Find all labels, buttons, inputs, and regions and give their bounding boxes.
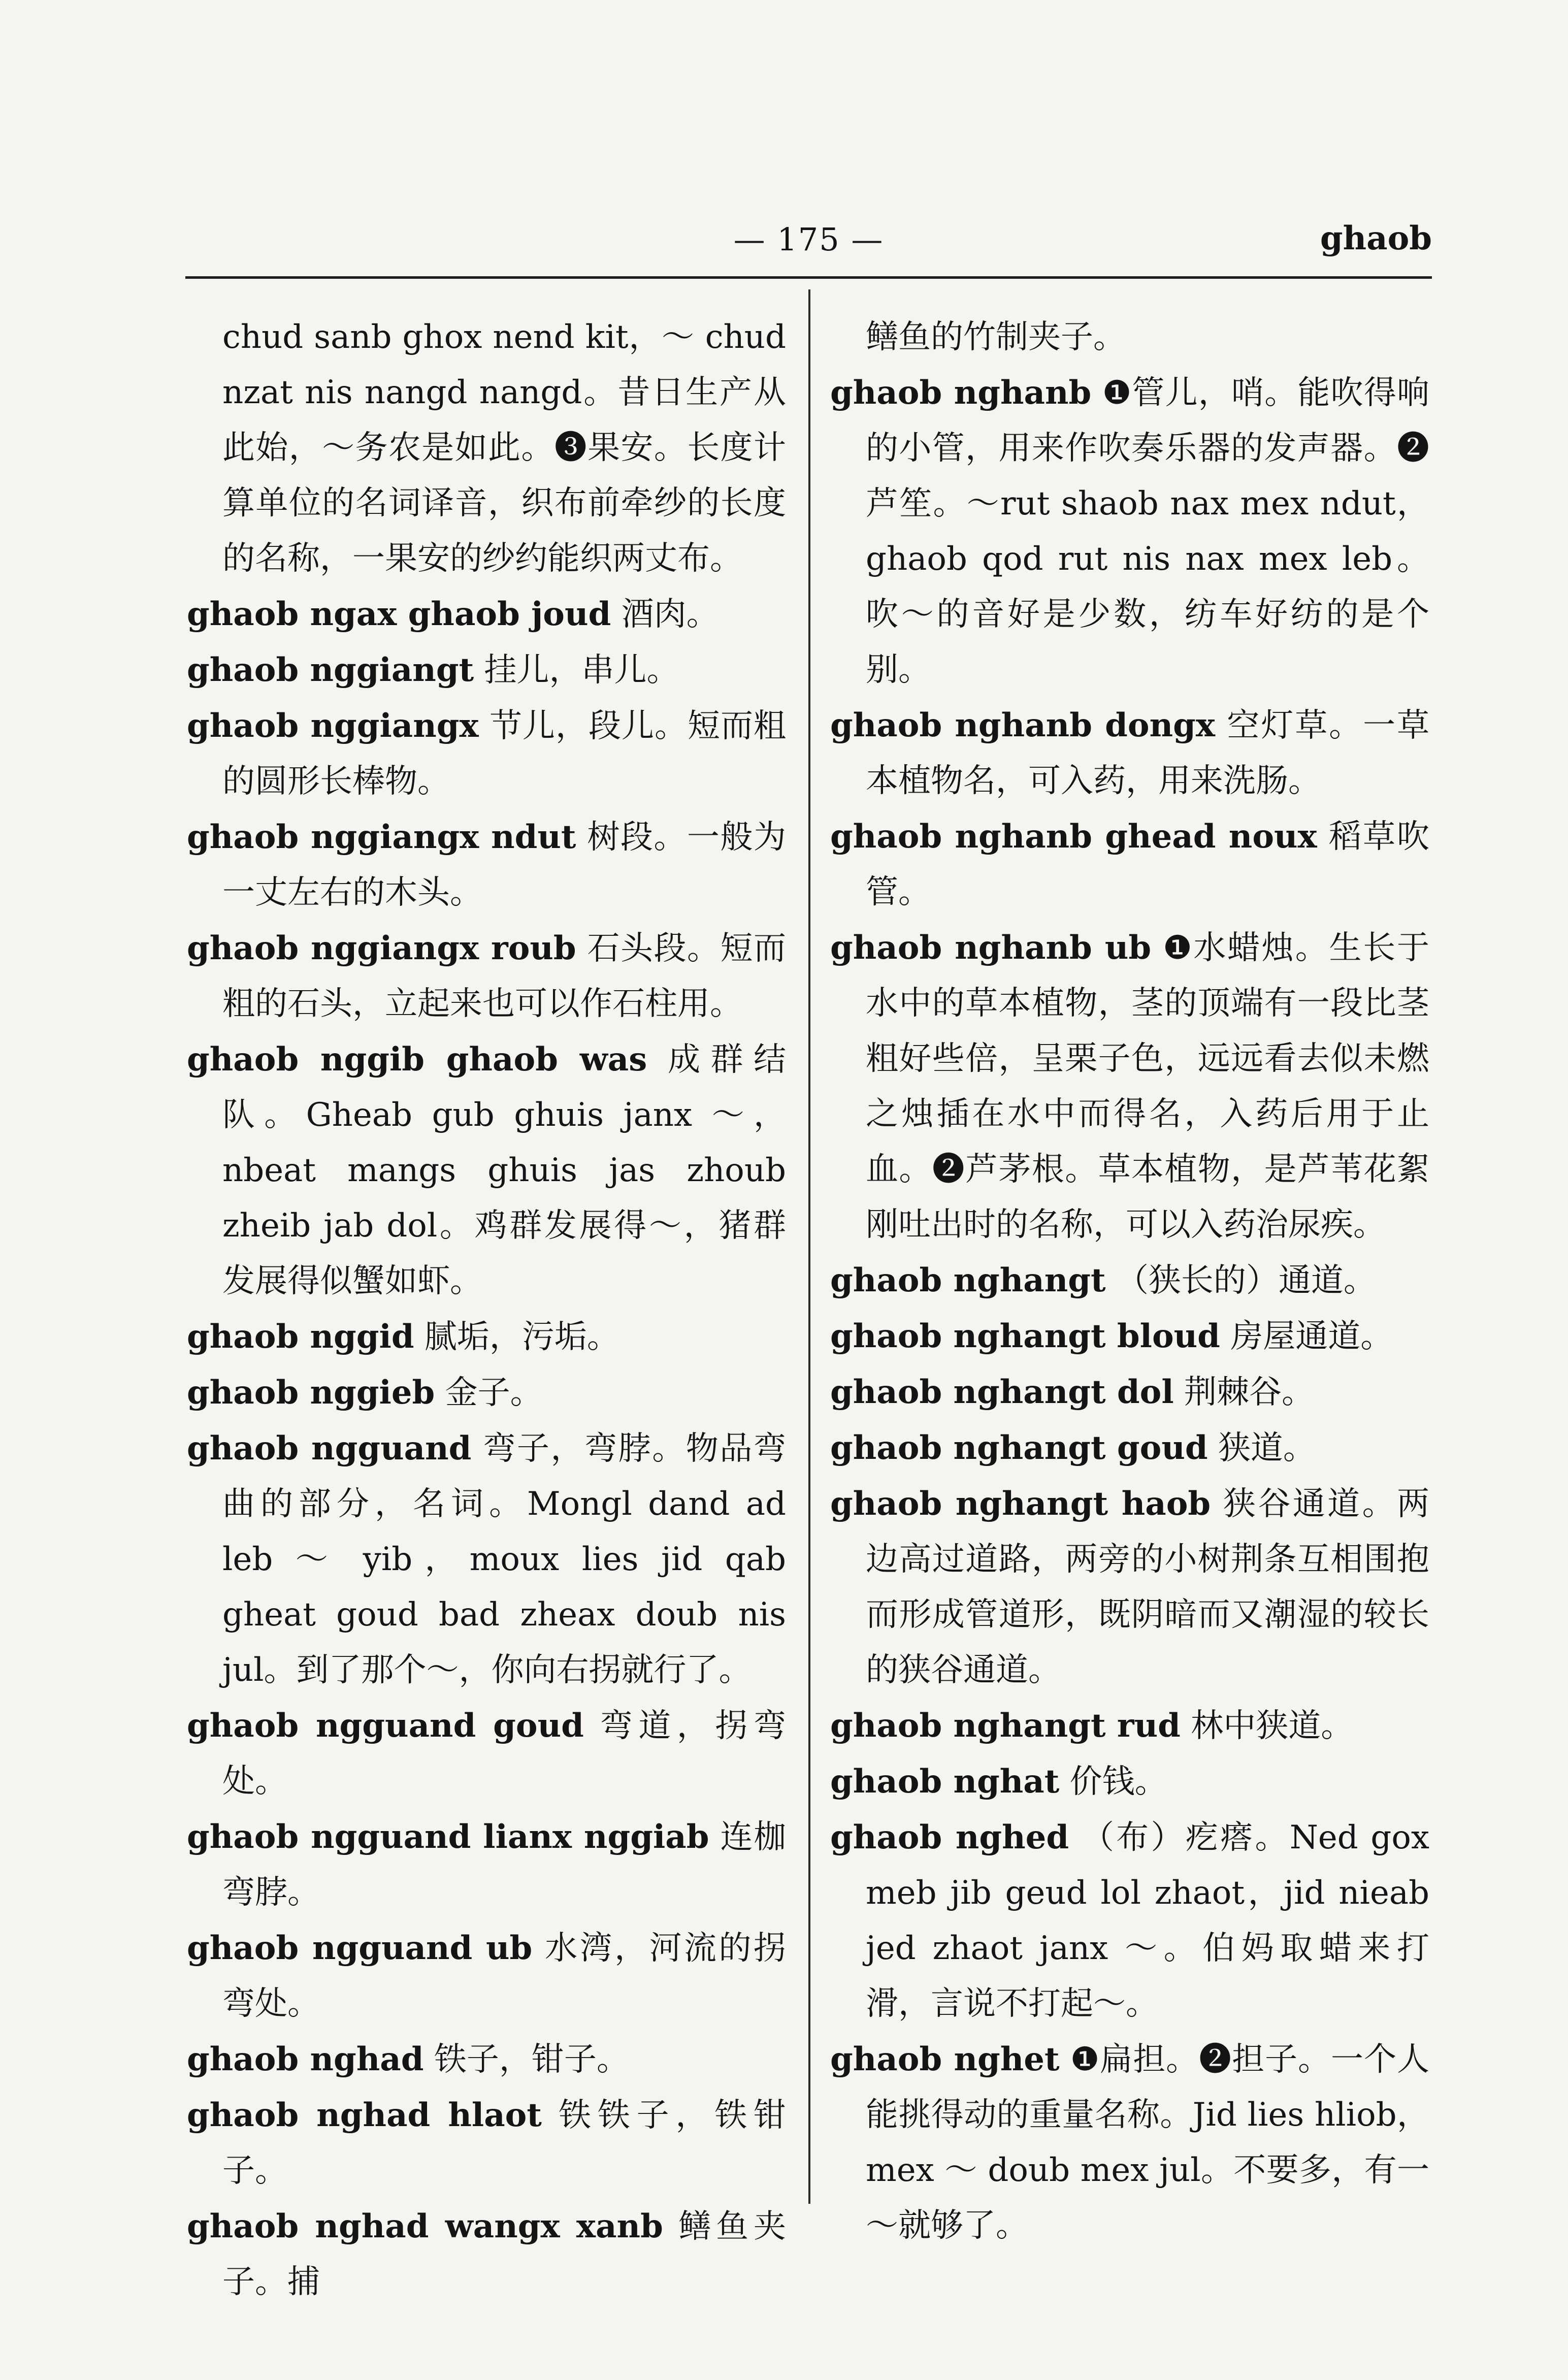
entry-headword: ghaob nghangt goud [830,1429,1208,1467]
entry-definition: 弯子，弯脖。物品弯曲的部分，名词。Mongl dand ad leb ～ yib，moux lies jid qab gheat goud bad zheax doub nis jul。到了那个～，你向右拐就行了。 [222,1430,787,1689]
entry-headword: ghaob nghet [830,2040,1060,2078]
entry-definition: 连枷弯脖。 [222,1818,786,1911]
entry-definition: 石头段。短而粗的石头，立起来也可以作石柱用。 [222,930,787,1023]
dictionary-entry [830,1253,1429,1309]
entry-headword: ghaob nggiangt [187,651,474,689]
right-column [830,310,1429,2254]
dictionary-entry [830,1476,1429,1698]
entry-headword: ghaob nghanb ghead noux [830,818,1317,856]
entry-definition: 腻垢，污垢。 [424,1318,619,1356]
dictionary-entry [187,1809,786,1920]
dictionary-entry [187,1698,786,1809]
entry-definition: 挂儿，串儿。 [484,651,679,689]
dictionary-entry [830,698,1429,809]
entry-definition: （布）疙瘩。Ned gox meb jib geud lol zhaot，jid nieab jed zhaot janx ～。伯妈取蜡来打滑，言说不打起～。 [866,1819,1430,2023]
entry-definition: 酒肉。 [621,596,719,633]
dictionary-entry [187,642,786,698]
entry-definition: （狭长的）通道。 [1116,1262,1376,1299]
entry-headword: ghaob ngguand lianx nggiab [187,1818,709,1856]
dictionary-entry [187,1421,786,1698]
entry-definition: 狭道。 [1218,1429,1316,1467]
entry-headword: ghaob nghangt bloud [830,1317,1220,1355]
entry-headword: ghaob nghad wangx xanb [187,2207,663,2245]
entry-definition: 稻草吹管。 [866,818,1430,911]
entry-definition: 成群结队。Gheab gub ghuis janx ～，nbeat mangs ghuis jas zhoub zheib jab dol。鸡群发展得～，猪群发展得似蟹如虾。 [222,1041,787,1300]
dictionary-entry [187,921,786,1032]
entry-definition: 树段。一般为一丈左右的木头。 [222,819,787,911]
entry-definition: 节儿，段儿。短而粗的圆形长棒物。 [222,707,787,800]
dictionary-entry [187,1032,786,1309]
entry-headword: ghaob nggiangx ndut [187,818,576,856]
entry-headword: ghaob nghad [187,2040,424,2078]
entry-headword: ghaob ngguand goud [187,1707,584,1745]
entry-headword: ghaob ngax ghaob joud [187,595,611,633]
dictionary-entry [830,809,1429,920]
dictionary-entry [187,1365,786,1421]
entry-headword: ghaob ngguand ub [187,1929,533,1967]
entry-definition: 铁子，钳子。 [434,2041,629,2078]
header-rule [185,276,1432,279]
dictionary-entry [187,586,786,642]
dictionary-entry [830,1364,1429,1420]
entry-headword: ghaob nghanb dongx [830,706,1216,744]
left-column [187,310,786,2310]
entry-headword: ghaob nghangt rud [830,1707,1181,1745]
dictionary-entry [830,1309,1429,1364]
dictionary-entry [187,1309,786,1365]
dictionary-entry [187,809,786,921]
page-header [185,213,1432,274]
dictionary-entry [830,1698,1429,1754]
running-head: ghaob [1320,219,1432,257]
entry-definition: chud sanb ghox nend kit，～ chud nzat nis nangd nangd。昔日生产从此始，～务农是如此。❸果安。长度计算单位的名词译音，织布前牵纱的长度的名称，一果安的纱约能织两丈布。 [222,318,786,577]
dictionary-entry [830,2032,1429,2254]
entry-headword: ghaob nggiangx [187,707,479,745]
dictionary-entry [187,2088,786,2199]
entry-headword: ghaob nghat [830,1763,1060,1801]
entry-definition: 金子。 [445,1374,543,1412]
entry-definition: 林中狭道。 [1191,1707,1354,1745]
entry-headword: ghaob nghed [830,1818,1069,1856]
page-number: — 175 — [733,221,884,258]
entry-definition: ❶管儿，哨。能吹得响的小管，用来作吹奏乐器的发声器。❷芦笙。～rut shaob nax mex ndut，ghaob qod rut nis nax mex leb。吹～的音好是少数，纺车好纺的是个别。 [866,374,1430,689]
dictionary-entry [830,365,1429,698]
entry-definition: 水湾，河流的拐弯处。 [222,1930,787,2023]
dictionary-entry [187,2199,786,2310]
entry-definition: ❶扁担。❷担子。一个人能挑得动的重量名称。Jid lies hliob，mex ～ doub mex jul。不要多，有一～就够了。 [866,2041,1430,2244]
dictionary-entry [187,1920,786,2032]
entry-headword: ghaob ngguand [187,1429,472,1468]
entry-definition: 铁铁子，铁钳子。 [222,2097,787,2190]
entry-definition: 房屋通道。 [1230,1318,1393,1355]
entry-definition: ❶水蜡烛。生长于水中的草本植物，茎的顶端有一段比茎粗好些倍，呈栗子色，远远看去似未燃之烛插在水中而得名，入药后用于止血。❷芦茅根。草本植物，是芦苇花絮刚吐出时的名称，可以入药治尿疾。 [866,929,1430,1244]
entry-definition: 空灯草。一草本植物名，可入药，用来洗肠。 [866,707,1430,800]
entry-headword: ghaob nggib ghaob was [187,1040,647,1079]
dictionary-entry [830,1810,1429,2032]
entry-headword: ghaob nggiangx roub [187,929,576,967]
entry-headword: ghaob nghad hlaot [187,2096,542,2134]
entry-definition: 鳝鱼夹子。捕 [222,2208,787,2301]
column-divider [808,289,810,2204]
dictionary-entry [830,310,1429,365]
entry-definition: 荆棘谷。 [1184,1374,1314,1411]
entry-headword: ghaob nghangt haob [830,1485,1211,1523]
entry-headword: ghaob nghanb [830,374,1092,412]
dictionary-entry [830,1754,1429,1810]
dictionary-entry [187,2032,786,2088]
entry-headword: ghaob nghangt dol [830,1373,1174,1411]
entry-definition: 价钱。 [1069,1763,1167,1801]
entry-headword: ghaob nggid [187,1318,414,1356]
entry-headword: ghaob nggieb [187,1374,435,1412]
dictionary-entry [187,698,786,809]
entry-definition: 弯道，拐弯处。 [222,1707,787,1800]
entry-headword: ghaob nghanb ub [830,929,1152,967]
entry-headword: ghaob nghangt [830,1261,1106,1299]
dictionary-entry [187,310,786,586]
entry-definition: 鳝鱼的竹制夹子。 [866,318,1126,356]
dictionary-entry [830,920,1429,1253]
entry-definition: 狭谷通道。两边高过道路，两旁的小树荆条互相围抱而形成管道形，既阴暗而又潮湿的较长的狭谷通道。 [866,1485,1430,1689]
dictionary-entry [830,1420,1429,1476]
